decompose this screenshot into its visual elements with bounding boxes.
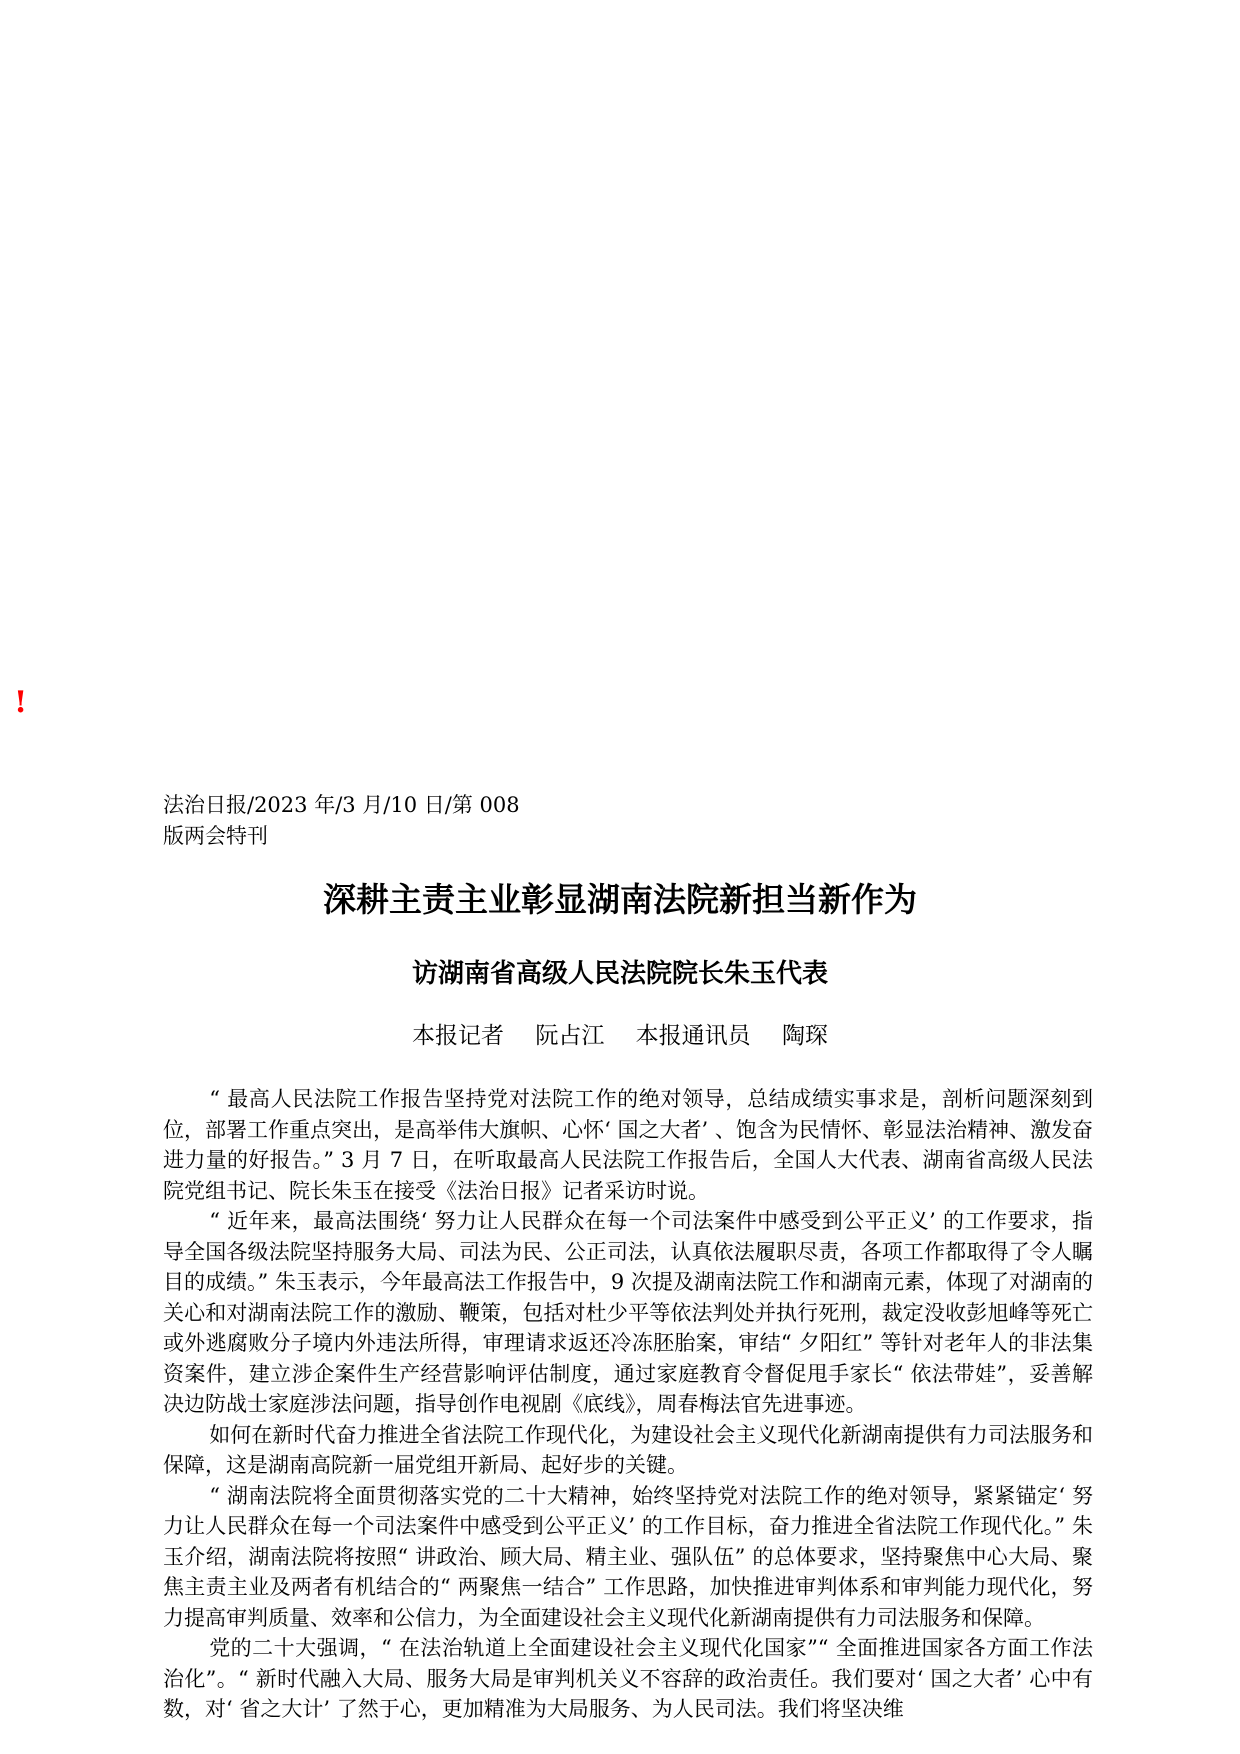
byline-name-reporter: 阮占江: [535, 1023, 605, 1049]
source-line-2: 版两会特刊: [163, 824, 268, 848]
byline-role-correspondent: 本报通讯员: [635, 1023, 751, 1049]
paragraph-2: “ 近年来，最高法围绕‘ 努力让人民群众在每一个司法案件中感受到公平正义’ 的工作要求，指导全国各级法院坚持服务大局、司法为民、公正司法，认真依法履职尽责，各项工作都取得了令人瞩目的成绩。” 朱玉表示，今年最高法工作报告中，9 次提及湖南法院工作和湖南元素，体现了对湖南的关心和对湖南法院工作的激励、鞭策，包括对杜少平等依法判处并执行死刑，裁定没收彭旭峰等死亡或外逃腐败分子境内外违法所得，审理请求返还冷冻胚胎案，审结“ 夕阳红” 等针对老年人的非法集资案件，建立涉企案件生产经营影响评估制度，通过家庭教育令督促甩手家长“ 依法带娃”，妥善解决边防战士家庭涉法问题，指导创作电视剧《底线》，周春梅法官先进事迹。: [163, 1209, 1093, 1416]
article-title: 深耕主责主业彰显湖南法院新担当新作为: [323, 880, 917, 919]
source-info: [163, 790, 583, 852]
byline-name-correspondent: 陶琛: [781, 1023, 828, 1049]
paragraph-3: 如何在新时代奋力推进全省法院工作现代化，为建设社会主义现代化新湖南提供有力司法服务和保障，这是湖南高院新一届党组开新局、起好步的关键。: [163, 1422, 1093, 1477]
byline: [0, 1018, 1240, 1054]
article-subtitle: 访湖南省高级人民法院院长朱玉代表: [411, 959, 828, 989]
paragraph-4: “ 湖南法院将全面贯彻落实党的二十大精神，始终坚持党对法院工作的绝对领导，紧紧锚定‘ 努力让人民群众在每一个司法案件中感受到公平正义’ 的工作目标，奋力推进全省法院工作现代化。” 朱玉介绍，湖南法院将按照“ 讲政治、顾大局、精主业、强队伍” 的总体要求，坚持聚焦中心大局、聚焦主责主业及两者有机结合的“ 两聚焦一结合” 工作思路，加快推进审判体系和审判能力现代化，努力提高审判质量、效率和公信力，为全面建设社会主义现代化新湖南提供有力司法服务和保障。: [163, 1483, 1093, 1630]
warning-mark: !: [14, 685, 28, 720]
article-body: [163, 1084, 1093, 1725]
byline-role-reporter: 本报记者: [412, 1023, 505, 1049]
paragraph-1: “ 最高人民法院工作报告坚持党对法院工作的绝对领导，总结成绩实事求是，剖析问题深刻到位，部署工作重点突出，是高举伟大旗帜、心怀‘ 国之大者’ 、饱含为民情怀、彰显法治精神、激发奋进力量的好报告。” 3 月 7 日，在听取最高人民法院工作报告后，全国人大代表、湖南省高级人民法院党组书记、院长朱玉在接受《法治日报》记者采访时说。: [163, 1087, 1093, 1203]
source-line-1: 法治日报/2023 年/3 月/10 日/第 008: [163, 793, 520, 817]
paragraph-5: 党的二十大强调，“ 在法治轨道上全面建设社会主义现代化国家”“ 全面推进国家各方面工作法治化”。“ 新时代融入大局、服务大局是审判机关义不容辞的政治责任。我们要对‘ 国之大者’ 心中有数，对‘ 省之大计’ 了然于心，更加精准为大局服务、为人民司法。我们将坚决维: [163, 1636, 1093, 1721]
